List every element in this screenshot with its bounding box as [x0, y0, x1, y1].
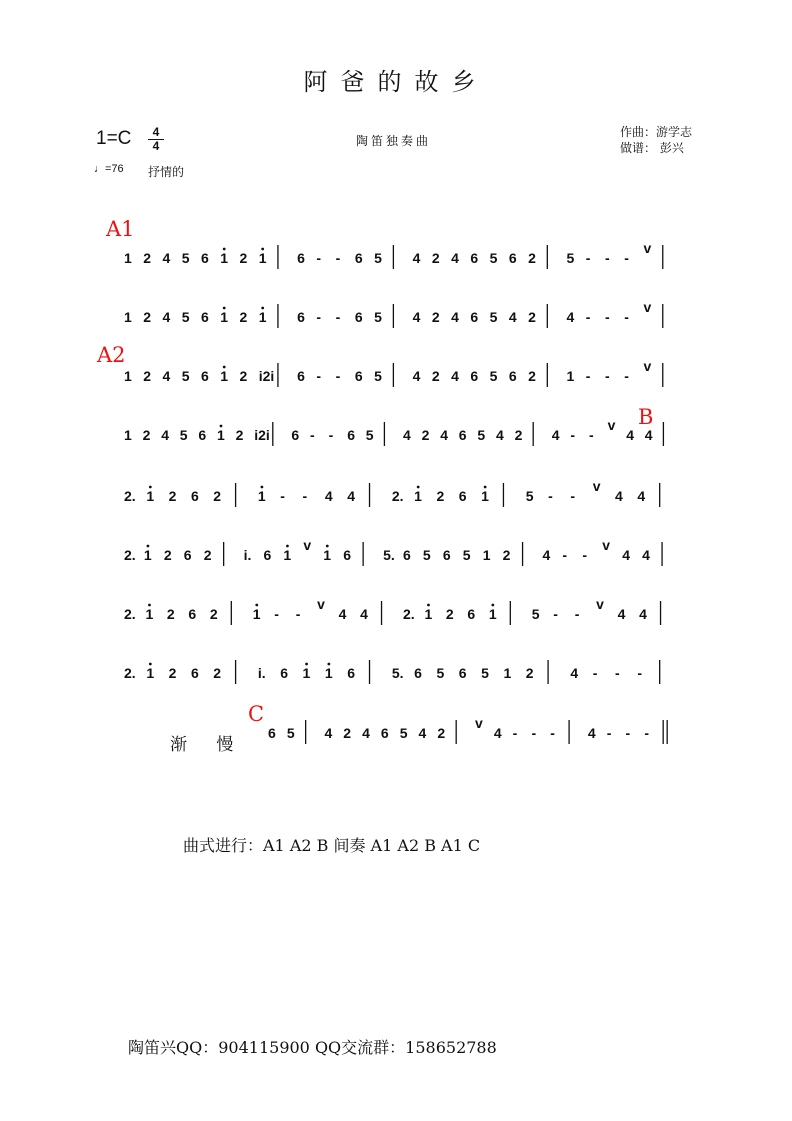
note: 2	[203, 547, 212, 563]
note: 4	[587, 725, 596, 741]
note: 2	[436, 488, 445, 504]
note: 2	[213, 665, 222, 681]
note: 4	[622, 547, 631, 563]
note: 4	[451, 368, 459, 384]
sustain-dash: -	[512, 725, 518, 741]
note: 1	[146, 488, 155, 504]
note: 4	[324, 488, 333, 504]
note: 1	[124, 309, 132, 325]
note: 5	[462, 547, 471, 563]
note: 5.	[383, 547, 395, 563]
note: 6	[183, 547, 192, 563]
note: 4	[551, 427, 560, 443]
sustain-dash: -	[615, 665, 620, 681]
breath-mark: v	[475, 715, 483, 731]
note: 2	[431, 309, 440, 325]
note: 4	[570, 665, 579, 681]
note: 1	[503, 665, 512, 681]
note: 2	[235, 427, 244, 443]
note: 4	[542, 547, 551, 563]
note: 4	[639, 606, 647, 622]
note: 2.	[124, 606, 136, 622]
sustain-dash: -	[310, 427, 315, 443]
note: 6	[470, 368, 479, 384]
sustain-dash: -	[585, 309, 591, 325]
note: 2.	[124, 488, 136, 504]
note: 2	[209, 606, 218, 622]
note: 2	[143, 309, 152, 325]
note: 2	[502, 547, 511, 563]
sustain-dash: -	[570, 488, 576, 504]
note: 4	[508, 309, 517, 325]
sustain-dash: -	[562, 547, 568, 563]
note: 2	[528, 309, 536, 325]
note: 2	[421, 427, 430, 443]
note: 5	[374, 250, 382, 266]
note: 2	[168, 488, 177, 504]
note: 4	[418, 725, 427, 741]
note: 4	[642, 547, 650, 563]
subtitle: 陶笛独奏曲	[356, 134, 432, 148]
note: 2	[445, 606, 454, 622]
note: 4	[360, 606, 368, 622]
section-mark-a2: A2	[97, 343, 126, 367]
note: 1	[566, 368, 575, 384]
note: 4	[440, 427, 448, 443]
note: 2	[239, 250, 248, 266]
note: 6	[467, 606, 476, 622]
note: 5	[422, 547, 431, 563]
note: 4	[496, 427, 504, 443]
note: 6	[442, 547, 451, 563]
breath-mark: v	[592, 478, 601, 494]
high-octave-dot	[261, 307, 264, 310]
note: 6	[200, 368, 209, 384]
note: 4	[451, 250, 459, 266]
sustain-dash: -	[585, 368, 591, 384]
note: 4	[644, 427, 653, 443]
note: 4	[637, 488, 646, 504]
note: 6	[263, 547, 272, 563]
note: 5	[477, 427, 486, 443]
sustain-dash: -	[605, 309, 610, 325]
note: 2	[525, 665, 534, 681]
ritardando-marking: 渐 慢	[170, 735, 246, 755]
song-title: 阿爸的故乡	[303, 68, 489, 96]
note: 6	[297, 368, 305, 384]
note: 6	[280, 665, 289, 681]
note: 2	[343, 725, 352, 741]
note: 6	[188, 606, 197, 622]
note: 1	[283, 547, 292, 563]
high-octave-dot	[255, 604, 258, 607]
sustain-dash: -	[295, 606, 301, 622]
composer-credit: 作曲：游学志	[620, 125, 693, 139]
sustain-dash: -	[585, 250, 591, 266]
sustain-dash: -	[606, 725, 612, 741]
note: 6	[508, 368, 517, 384]
note: 2	[168, 665, 177, 681]
note: 4	[615, 488, 623, 504]
contact-info: 陶笛兴QQ：904115900 QQ交流群：158652788	[128, 1038, 497, 1057]
note: 1	[124, 368, 132, 384]
note: 1	[124, 427, 132, 443]
note: 2	[239, 309, 248, 325]
note: 1	[424, 606, 433, 622]
note: 5	[181, 250, 190, 266]
sustain-dash: -	[637, 665, 643, 681]
breath-mark: v	[317, 596, 325, 612]
note: i.	[257, 665, 266, 681]
note: 2.	[124, 547, 136, 563]
sustain-dash: -	[553, 606, 558, 622]
note: i2i	[258, 368, 275, 384]
note: 2	[528, 250, 536, 266]
note: 5	[399, 725, 408, 741]
note: 2	[514, 427, 523, 443]
note: 6	[458, 665, 467, 681]
high-octave-dot	[149, 486, 152, 489]
sustain-dash: -	[550, 725, 555, 741]
note: 4	[493, 725, 502, 741]
note: 1	[220, 368, 229, 384]
sustain-dash: -	[644, 725, 650, 741]
note: 5	[436, 665, 445, 681]
breath-mark: v	[643, 358, 652, 374]
note: 5.	[391, 665, 404, 681]
note: 5	[365, 427, 374, 443]
sustain-dash: -	[316, 250, 322, 266]
sustain-dash: -	[605, 250, 610, 266]
note: 4	[162, 368, 171, 384]
note: 2.	[391, 488, 404, 504]
note: 6	[297, 250, 305, 266]
note: 5	[374, 309, 382, 325]
note: 6	[343, 547, 352, 563]
high-octave-dot	[223, 248, 226, 251]
sustain-dash: -	[548, 488, 553, 504]
note: 6	[458, 488, 467, 504]
note: 1	[217, 427, 225, 443]
note: 1	[124, 250, 132, 266]
note: 5	[489, 309, 498, 325]
note: 4	[338, 606, 347, 622]
time-signature-bottom: 4	[148, 139, 164, 153]
note: 4	[162, 250, 171, 266]
note: 5	[489, 250, 498, 266]
note: 4	[626, 427, 634, 443]
sustain-dash: -	[280, 488, 285, 504]
high-octave-dot	[326, 545, 329, 548]
note: 6	[347, 427, 355, 443]
arranger-credit: 做谱： 彭兴	[620, 141, 684, 155]
sustain-dash: -	[316, 309, 322, 325]
note: 6	[291, 427, 300, 443]
note: 2.	[124, 665, 136, 681]
high-octave-dot	[417, 486, 420, 489]
sustain-dash: -	[589, 427, 594, 443]
note: 2	[143, 250, 152, 266]
high-octave-dot	[223, 366, 226, 369]
section-mark-b: B	[638, 405, 654, 429]
sustain-dash: -	[624, 368, 629, 384]
sustain-dash: -	[335, 309, 341, 325]
note: i.	[243, 547, 252, 563]
sustain-dash: -	[335, 250, 341, 266]
note: 1	[257, 488, 266, 504]
note: 1	[323, 547, 332, 563]
sustain-dash: -	[302, 488, 308, 504]
sustain-dash: -	[582, 547, 588, 563]
note: 5	[179, 427, 188, 443]
note: 2	[431, 250, 440, 266]
note: 1	[145, 606, 154, 622]
note: 1	[258, 250, 267, 266]
sustain-dash: -	[328, 427, 334, 443]
breath-mark: v	[602, 537, 611, 553]
note: 6	[268, 725, 276, 741]
sustain-dash: -	[605, 368, 610, 384]
note: 4	[412, 250, 421, 266]
note: 6	[470, 309, 479, 325]
key-signature: 1=C	[96, 128, 132, 149]
note: 2	[239, 368, 248, 384]
note: 5	[489, 368, 498, 384]
sustain-dash: -	[570, 427, 576, 443]
high-octave-dot	[223, 307, 226, 310]
breath-mark: v	[596, 596, 604, 612]
note: 4	[362, 725, 370, 741]
high-octave-dot	[484, 486, 487, 489]
note: 2	[166, 606, 175, 622]
note: 1	[146, 665, 155, 681]
high-octave-dot	[286, 545, 289, 548]
note: 2	[213, 488, 222, 504]
note: 4	[347, 488, 355, 504]
note: 4	[617, 606, 626, 622]
sustain-dash: -	[316, 368, 322, 384]
breath-mark: v	[607, 417, 616, 433]
sustain-dash: -	[335, 368, 341, 384]
note: 2	[437, 725, 446, 741]
note: 1	[324, 665, 333, 681]
note: 1	[258, 309, 267, 325]
note: 5	[286, 725, 295, 741]
breath-mark: v	[643, 299, 652, 315]
note: 5	[481, 665, 489, 681]
note: 6	[380, 725, 389, 741]
breath-mark: v	[643, 240, 652, 256]
note: 4	[403, 427, 411, 443]
note: 2	[142, 427, 151, 443]
sustain-dash: -	[531, 725, 537, 741]
note: 1	[481, 488, 489, 504]
note: 1	[220, 309, 229, 325]
high-octave-dot	[327, 663, 330, 666]
note: 6	[470, 250, 479, 266]
time-signature-top: 4	[152, 125, 160, 139]
note: 5	[566, 250, 575, 266]
note: 1	[302, 665, 311, 681]
sustain-dash: -	[274, 606, 279, 622]
note: 4	[161, 427, 169, 443]
note: 6	[414, 665, 422, 681]
note: 6	[354, 309, 363, 325]
note: 2	[528, 368, 536, 384]
high-octave-dot	[491, 604, 494, 607]
note: 1	[488, 606, 497, 622]
high-octave-dot	[147, 545, 150, 548]
note: 4	[162, 309, 171, 325]
note: 4	[412, 368, 421, 384]
note: 6	[200, 250, 209, 266]
high-octave-dot	[149, 663, 152, 666]
breath-mark: v	[303, 537, 312, 553]
note: 2	[163, 547, 172, 563]
note: 4	[451, 309, 459, 325]
note: 4	[324, 725, 333, 741]
note: 6	[297, 309, 305, 325]
note: 1	[482, 547, 491, 563]
note: 2	[431, 368, 440, 384]
note: 5	[531, 606, 540, 622]
sustain-dash: -	[624, 309, 629, 325]
note: 1	[220, 250, 229, 266]
sustain-dash: -	[592, 665, 598, 681]
note: 6	[354, 250, 363, 266]
note: 5	[374, 368, 382, 384]
form-structure: 曲式进行：A1 A2 B 间奏 A1 A2 B A1 C	[183, 836, 481, 855]
note: 6	[198, 427, 207, 443]
note: 5	[525, 488, 534, 504]
note: 4	[566, 309, 575, 325]
high-octave-dot	[305, 663, 308, 666]
expression-marking: 抒情的	[148, 165, 185, 179]
note: 6	[200, 309, 209, 325]
sustain-dash: -	[574, 606, 580, 622]
high-octave-dot	[148, 604, 151, 607]
note: 2.	[403, 606, 415, 622]
section-mark-a1: A1	[106, 217, 135, 241]
note: 6	[354, 368, 363, 384]
sustain-dash: -	[625, 725, 631, 741]
note: 2	[143, 368, 152, 384]
note: 6	[190, 665, 199, 681]
note: 6	[508, 250, 517, 266]
note: 5	[181, 368, 190, 384]
note: 6	[458, 427, 467, 443]
sustain-dash: -	[624, 250, 629, 266]
note: 1	[143, 547, 152, 563]
note: i2i	[254, 427, 270, 443]
note: 6	[403, 547, 411, 563]
high-octave-dot	[427, 604, 430, 607]
high-octave-dot	[220, 425, 223, 428]
note: 5	[181, 309, 190, 325]
high-octave-dot	[261, 486, 264, 489]
note: 1	[414, 488, 422, 504]
section-mark-c: C	[248, 702, 265, 726]
note: 1	[252, 606, 261, 622]
note: 6	[347, 665, 355, 681]
note: 4	[412, 309, 421, 325]
high-octave-dot	[261, 248, 264, 251]
note: 6	[190, 488, 199, 504]
tempo-marking: ♩=76	[94, 163, 124, 175]
